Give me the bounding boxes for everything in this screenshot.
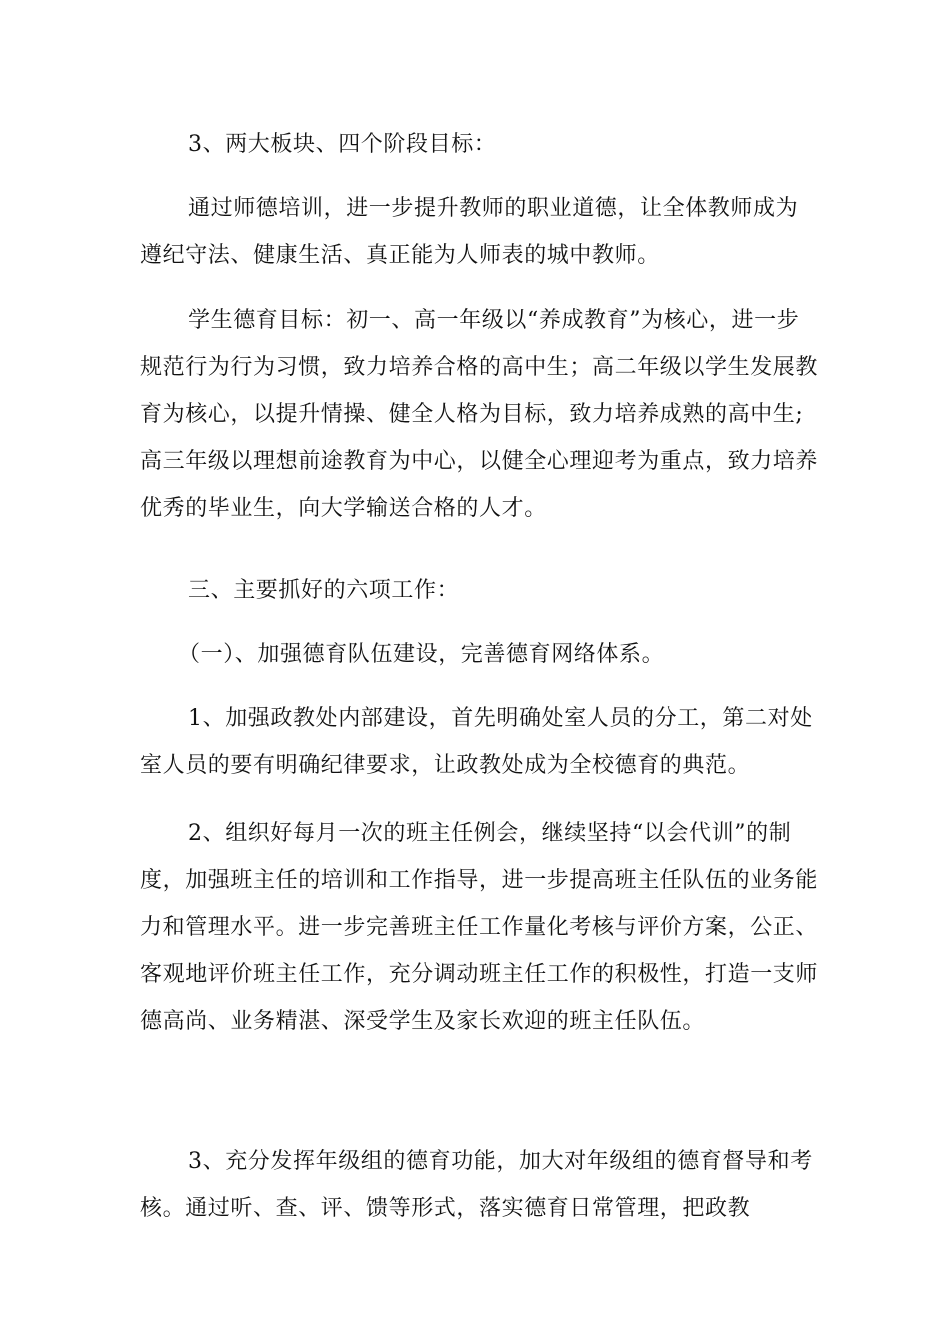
paragraph-student-goal: 学生德育目标：初一、高一年级以“养成教育”为核心，进一步规范行为行为习惯，致力培养合格的高中生；高二年级以学生发展教育为核心，以提升情操、健全人格为目标，致力培养成熟的高中生;高三年级以理想前途教育为中心，以健全心理迎考为重点，致力培养优秀的毕业生，向大学输送合格的人才。 bbox=[140, 308, 819, 521]
paragraph-teacher-goal: 通过师德培训，进一步提升教师的职业道德，让全体教师成为遵纪守法、健康生活、真正能为人师表的城中教师。 bbox=[140, 196, 799, 268]
section-heading-six-tasks: 三、主要抓好的六项工作： bbox=[188, 578, 460, 603]
section-heading-stage-goals: 3、两大板块、四个阶段目标： bbox=[188, 132, 497, 157]
paragraph-item-1: 1、加强政教处内部建设，首先明确处室人员的分工，第二对处室人员的要有明确纪律要求，让政教处成为全校德育的典范。 bbox=[140, 706, 813, 778]
paragraph-item-3: 3、充分发挥年级组的德育功能，加大对年级组的德育督导和考核。通过听、查、评、馈等形式，落实德育日常管理，把政教 bbox=[140, 1149, 813, 1221]
subsection-heading-team-building: （一）、加强德育队伍建设，完善德育网络体系。 bbox=[178, 642, 665, 667]
paragraph-item-2: 2、组织好每月一次的班主任例会，继续坚持“以会代训”的制度，加强班主任的培训和工作指导，进一步提高班主任队伍的业务能力和管理水平。进一步完善班主任工作量化考核与评价方案，公正、客观地评价班主任工作，充分调动班主任工作的积极性，打造一支师德高尚、业务精湛、深受学生及家长欢迎的班主任队伍。 bbox=[140, 821, 819, 1034]
